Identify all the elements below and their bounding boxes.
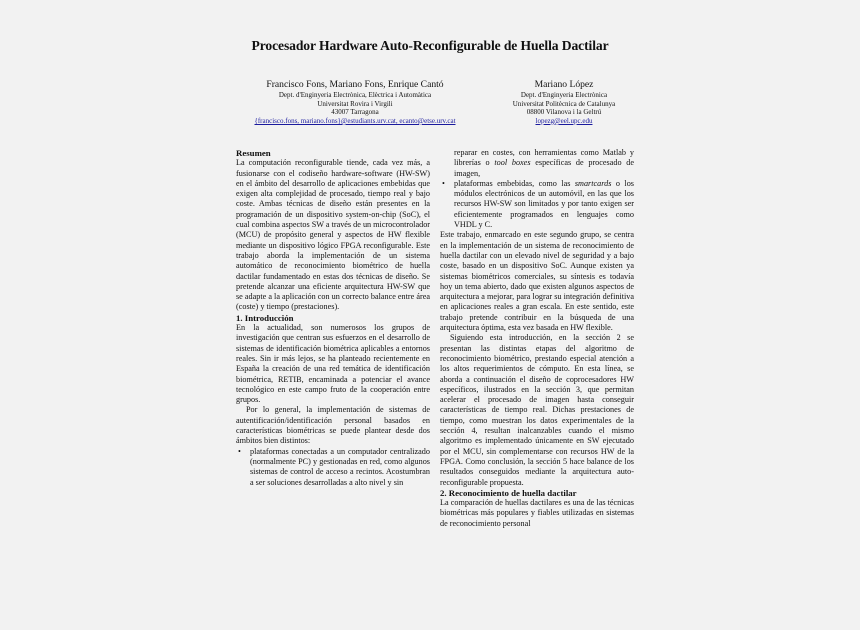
bullet-text: plataformas embebidas, como las	[454, 178, 575, 188]
paper-page	[232, 30, 635, 630]
body-paragraph: Este trabajo, enmarcado en este segundo grupo, se centra en la implementación de un sistema de reconocimiento de huella dactilar con un elevado nivel de seguridad y a bajo coste, basado en un dispositivo SoC. Aunque existen ya sistemas biométricos comerciales, su síntesis es todavía hoy un tema abierto, dado que existen algunos aspectos de arquitectura a mejorar, para lograr su integración definitiva en aplicaciones reales a gran escala. En este sentido, este trabajo pretende contribuir en la búsqueda de una arquitectura óptima, esta vez basada en HW flexible.	[440, 230, 634, 333]
right-column	[440, 148, 634, 529]
paper-title: Procesador Hardware Auto-Reconfigurable de Huella Dactilar	[251, 38, 609, 53]
author-email-link[interactable]: lopezg@eel.upc.edu	[535, 116, 593, 125]
list-item	[236, 447, 430, 488]
bullet-emphasis: smartcards	[574, 178, 612, 188]
author-names: Francisco Fons, Mariano Fons, Enrique Cantó	[266, 79, 444, 90]
bullet-icon: •	[442, 178, 445, 188]
resumen-heading: Resumen	[236, 148, 271, 158]
left-column	[236, 148, 430, 488]
author-dept: Dept. d'Enginyeria Electrònica, Elèctrica i Automàtica	[278, 91, 432, 99]
bullet-text: específicas de procesado de imagen,	[454, 158, 635, 178]
section-2-heading: 2. Reconocimiento de huella dactilar	[440, 487, 577, 498]
resumen-text: La computación reconfigurable tiende, cada vez más, a fusionarse con el codiseño hardware-software (HW-SW) en el ámbito del desarrollo de aplicaciones embebidas que exigen alta complejidad de procesado, tiempo real y bajo coste. Ambas técnicas de diseño están presentes en la programación de un dispositivo system-on-chip (SoC), el cual combina aspectos SW a través de un microcontrolador (MCU) de propósito general y aspectos de HW flexible mediante un dispositivo lógico FPGA reconfigurable. Este trabajo aborda la implementación de un sistema automático de reconocimiento biométrico de huella dactilar fundamentado en estas dos técnicas de diseño. Se pretende alcanzar una eficiente arquitectura HW-SW que se adapte a la aplicación con un correcto balance entre área (coste) y tiempo (prestaciones).	[236, 158, 431, 312]
bullet-icon: •	[238, 446, 241, 456]
author-university: Universitat Politècnica de Catalunya	[512, 99, 616, 108]
bullet-emphasis: tool boxes	[494, 158, 531, 168]
author-city: 08800 Vilanova i la Geltrú	[526, 108, 602, 117]
author-city: 43007 Tarragona	[331, 108, 379, 117]
bullet-continuation	[440, 148, 634, 179]
intro-paragraph-2: Por lo general, la implementación de sistemas de autentificación/identificación personal basados en características biométricas se puede plantear desde dos ámbitos bien distintos:	[236, 405, 430, 446]
intro-paragraph-1: En la actualidad, son numerosos los grupos de investigación que centran sus esfuerzos en el desarrollo de sistemas de identificación biométrica aplicables a entornos reales. Sin ir más lejos, se ha planteado recientemente en España la creación de una red temática de identificación biométrica, RETIB, encaminada a potenciar el avance tecnológico en este campo fruto de la cooperación entre grupos.	[236, 323, 430, 405]
bullet-list	[440, 179, 634, 230]
bullet-list	[236, 447, 430, 488]
author-email-link[interactable]: {francisco.fons, mariano.fons}@estudiants.urv.cat, ecanto@etse.urv.cat	[254, 116, 456, 125]
body-paragraph: Siguiendo esta introducción, en la sección 2 se presentan las distintas etapas del algoritmo de reconocimiento biométrico, prestando especial atención a los altos requerimientos de cómputo. En esta línea, se aborda a continuación el diseño de coprocesadores HW específicos, ilustrados en la sección 3, que permitan acelerar el procesado de imagen hasta conseguir características de tiempo real. Dichas prestaciones de tiempo, como muestran los datos experimentales de la sección 4, resultan inalcanzables cuando el mismo algoritmo es implementado únicamente en SW ejecutado por el MCU, sin complementarse con recursos HW de la FPGA. Como conclusión, la sección 5 hace balance de los resultados conseguidos mediante la arquitectura auto-reconfigurable propuesta.	[440, 333, 634, 487]
section-2-paragraph: La comparación de huellas dactilares es una de las técnicas biométricas más populares y fiables utilizadas en sistemas de reconocimiento personal	[440, 498, 634, 528]
bullet-text: plataformas conectadas a un computador centralizado (normalmente PC) y gestionadas en red, como algunos sistemas de control de acceso a recintos. Acostumbran a ser soluciones desarrolladas a alto nivel y sin	[250, 446, 430, 487]
list-item	[440, 179, 634, 230]
intro-heading: 1. Introducción	[236, 312, 294, 323]
author-names: Mariano López	[534, 79, 594, 90]
author-block-2	[494, 79, 634, 125]
author-university: Universitat Rovira i Virgili	[317, 99, 393, 108]
bullet-text: o los módulos electrónicos de un automóvil, en las que los recursos HW-SW son limitados y por tanto exigen ser eficientemente programados en lenguajes como VHDL y C.	[454, 178, 634, 230]
author-dept: Dept. d'Enginyeria Electrònica	[520, 91, 608, 99]
bullet-text: reparar en costes, con herramientas como Matlab y librerías o	[454, 148, 634, 168]
author-block-1	[240, 79, 470, 125]
